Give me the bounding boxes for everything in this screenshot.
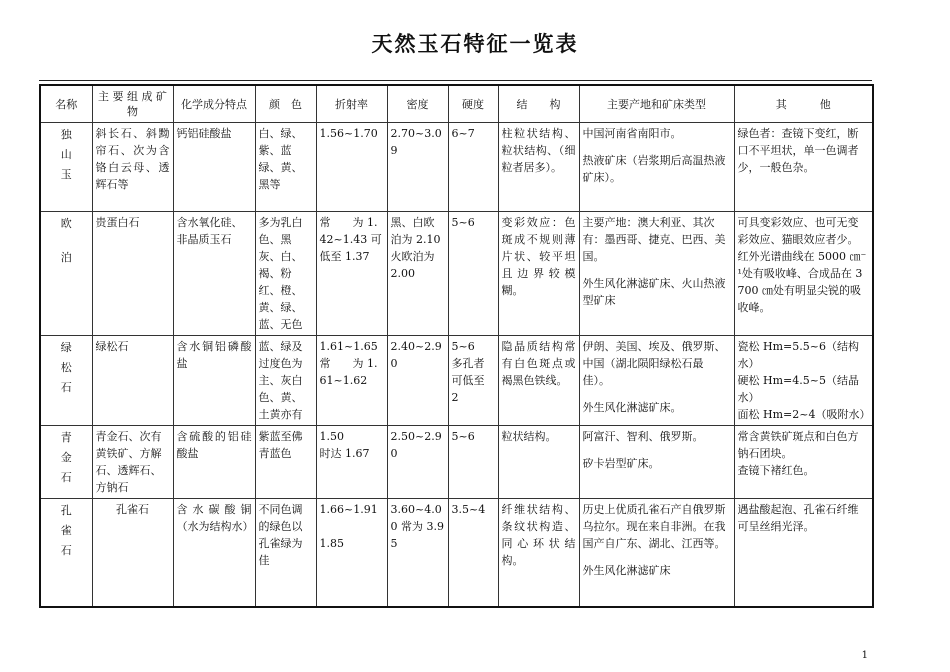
- ri-typical: 1.85: [319, 537, 344, 550]
- cell-name: [40, 212, 92, 336]
- origin-deposit-type: 外生风化淋滤矿床、火山热液型矿床: [582, 277, 726, 307]
- header-chemistry: 化学成分特点: [173, 85, 255, 123]
- cell-density: 2.50~2.90: [387, 426, 448, 499]
- name-char: 石: [60, 381, 72, 394]
- cell-other: 瓷松 Hm=5.5~6（结构水） 硬松 Hm=4.5~5（结晶水） 面松 Hm=2~4（吸附水）: [734, 336, 873, 426]
- origin-locality: 主要产地：澳大利亚、其次有：墨西哥、捷克、巴西、美国。: [582, 216, 726, 263]
- origin-locality: 历史上优质孔雀石产自俄罗斯乌拉尔。现在来自非洲。在我国产自广东、湖北、江西等。: [582, 503, 726, 550]
- cell-other: 绿色者：查镜下变红，断口不平坦状，单一色调者少，一般色杂。: [734, 123, 873, 212]
- header-density: 密度: [387, 85, 448, 123]
- cell-minerals: 贵蛋白石: [92, 212, 173, 336]
- origin-deposit-type: 热液矿床（岩浆期后高温热液矿床）。: [582, 154, 726, 184]
- cell-other: 遇盐酸起泡、孔雀石纤维可呈丝绢光泽。: [734, 499, 873, 607]
- cell-origin: [579, 426, 734, 499]
- cell-chemistry: 含水铜铝磷酸盐: [173, 336, 255, 426]
- name-char: 山: [60, 148, 72, 161]
- cell-refractive-index: 常 为 1.42~1.43 可低至 1.37: [316, 212, 387, 336]
- cell-name: [40, 426, 92, 499]
- cell-color: 不同色调的绿色以孔雀绿为佳: [255, 499, 316, 607]
- name-char: 独: [60, 128, 72, 141]
- cell-minerals: 绿松石: [92, 336, 173, 426]
- name-char: 石: [60, 471, 72, 484]
- cell-chemistry: 含硫酸的铝硅酸盐: [173, 426, 255, 499]
- cell-origin: [579, 212, 734, 336]
- cell-minerals: 青金石、次有黄铁矿、方解石、透辉石、方钠石: [92, 426, 173, 499]
- origin-locality: 中国河南省南阳市。: [582, 127, 682, 140]
- cell-structure: 隐晶质结构常有白色斑点或褐黑色铁线。: [498, 336, 579, 426]
- name-char: 绿: [60, 341, 72, 354]
- header-origin: 主要产地和矿床类型: [579, 85, 734, 123]
- cell-refractive-index: [316, 499, 387, 607]
- table-row: [40, 123, 873, 212]
- origin-locality: 伊朗、美国、埃及、俄罗斯、中国（湖北陨阳绿松石最佳）。: [582, 340, 726, 387]
- header-minerals: 主 要 组 成 矿 物: [92, 85, 173, 123]
- cell-color: 多为乳白色、黑灰、白、褐、粉红、橙、黄、绿、蓝、无色: [255, 212, 316, 336]
- cell-other: 可具变彩效应、也可无变彩效应、猫眼效应者少。红外光谱曲线在 5000 ㎝⁻¹处有吸收峰、合成品在 3700 ㎝处有明显尖锐的吸收峰。: [734, 212, 873, 336]
- cell-structure: 柱粒状结构、粒状结构、（细粒者居多）。: [498, 123, 579, 212]
- name-char: 松: [60, 361, 72, 374]
- table-row: [40, 212, 873, 336]
- name-char: 孔: [60, 504, 72, 517]
- cell-color: 蓝、绿及过度色为主、灰白色、黄、土黄亦有: [255, 336, 316, 426]
- cell-structure: 粒状结构。: [498, 426, 579, 499]
- cell-color: 白、绿、紫、蓝绿、黄、黑等: [255, 123, 316, 212]
- cell-hardness: 3.5~4: [448, 499, 498, 607]
- cell-origin: [579, 123, 734, 212]
- cell-density: 2.70~3.09: [387, 123, 448, 212]
- name-gap: [44, 234, 89, 248]
- cell-color: 紫蓝至佛青蓝色: [255, 426, 316, 499]
- name-char: 玉: [60, 168, 72, 181]
- name-char: 欧: [60, 217, 72, 230]
- origin-deposit-type: 外生风化淋滤矿床。: [582, 401, 682, 414]
- cell-refractive-index: 1.61~1.65 常 为 1.61~1.62: [316, 336, 387, 426]
- ri-range: 1.66~1.91: [319, 503, 378, 516]
- cell-density: 3.60~4.00 常为 3.95: [387, 499, 448, 607]
- name-char: 泊: [60, 251, 72, 264]
- cell-name: [40, 336, 92, 426]
- cell-other: 常含黄铁矿斑点和白色方钠石团块。 查镜下褚红色。: [734, 426, 873, 499]
- origin-deposit-type: 矽卡岩型矿床。: [582, 457, 660, 470]
- title-divider: [39, 80, 872, 81]
- name-char: 雀: [60, 524, 72, 537]
- cell-name: [40, 123, 92, 212]
- header-name: 名称: [40, 85, 92, 123]
- origin-locality: 阿富汗、智利、俄罗斯。: [582, 430, 704, 443]
- cell-refractive-index: 1.56~1.70: [316, 123, 387, 212]
- cell-chemistry: 含水碳酸铜（水为结构水）: [173, 499, 255, 607]
- cell-refractive-index: 1.50 时达 1.67: [316, 426, 387, 499]
- gem-feature-table: [39, 84, 874, 608]
- table-row: [40, 499, 873, 607]
- cell-origin: [579, 499, 734, 607]
- header-color: 颜 色: [255, 85, 316, 123]
- cell-minerals: 孔雀石: [92, 499, 173, 607]
- cell-structure: 纤维状结构、条纹状构造、同心环状结构。: [498, 499, 579, 607]
- page-title: 天然玉石特征一览表: [371, 32, 579, 56]
- header-hardness: 硬度: [448, 85, 498, 123]
- cell-name: [40, 499, 92, 607]
- cell-origin: [579, 336, 734, 426]
- header-refractive-index: 折射率: [316, 85, 387, 123]
- table-row: [40, 336, 873, 426]
- cell-minerals: 斜长石、斜黝帘石、次为含铬白云母、透辉石等: [92, 123, 173, 212]
- origin-deposit-type: 外生风化淋滤矿床: [582, 564, 671, 577]
- cell-density: 2.40~2.90: [387, 336, 448, 426]
- page-number: 1: [861, 650, 868, 661]
- cell-hardness: 5~6 多孔者可低至 2: [448, 336, 498, 426]
- cell-hardness: 5~6: [448, 212, 498, 336]
- cell-chemistry: 含水氧化硅、非晶质玉石: [173, 212, 255, 336]
- header-row: [40, 85, 873, 123]
- cell-density: 黑、白欧泊为 2.10 火欧泊为 2.00: [387, 212, 448, 336]
- cell-structure: 变彩效应：色斑成不规则薄片状、较平坦且边界较模糊。: [498, 212, 579, 336]
- header-other: 其 他: [734, 85, 873, 123]
- name-char: 青: [60, 431, 72, 444]
- name-char: 金: [60, 451, 72, 464]
- table-row: [40, 426, 873, 499]
- cell-chemistry: 钙铝硅酸盐: [173, 123, 255, 212]
- header-structure: 结 构: [498, 85, 579, 123]
- cell-hardness: 5~6: [448, 426, 498, 499]
- name-char: 石: [60, 544, 72, 557]
- cell-hardness: 6~7: [448, 123, 498, 212]
